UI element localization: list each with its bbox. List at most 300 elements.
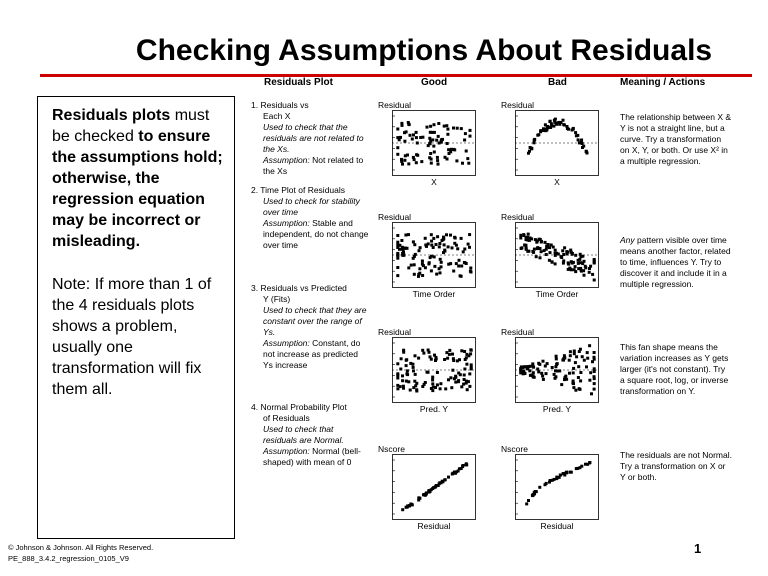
plot-point [443,250,446,253]
plot-point [525,502,528,505]
plot-point [533,138,536,141]
plot-point [578,141,581,144]
plot-point [575,467,578,470]
plot-point [525,238,528,241]
plot-point [569,249,572,252]
plot-point [579,379,582,382]
plot-point [432,237,435,240]
item-2-use: Used to check for stability over time [263,196,360,217]
plot-point [555,252,558,255]
plot-point [396,362,399,365]
plot-point [404,154,407,157]
item-1-head2: Each X [263,111,291,121]
item-3-use: Used to check that they are constant over the range of Ys. [263,305,367,337]
item-2-head: 2. Time Plot of Residuals [251,185,346,195]
plot-point [589,371,592,374]
summary-mid: must be checked [52,107,210,145]
plot-point [574,389,577,392]
plot-point [401,374,404,377]
plot-point [562,253,565,256]
summary-note: Note: If more than 1 of the 4 residuals plots shows a problem, usually one transformation will fix them all. [52,276,212,398]
plot-point [446,128,449,131]
plot-point [396,128,399,131]
plot-point [560,383,563,386]
plot-point [527,499,530,502]
plot-point [538,486,541,489]
plot-point [401,508,404,511]
plot-point [562,259,565,262]
plot-point [432,386,435,389]
plot-point [456,247,459,250]
plot-point [398,244,401,247]
plot-point [548,259,551,262]
plot-point [447,476,450,479]
plot-point [572,367,575,370]
plot-y-label: Nscore [378,444,405,454]
plot-point [396,387,399,390]
plot-point [593,351,596,354]
plot-point [591,273,594,276]
plot-point [443,358,446,361]
plot-point [572,371,575,374]
plot-point [445,124,448,127]
plot-point [436,235,439,238]
plot-point [544,241,547,244]
plot-point [414,253,417,256]
plot-point [414,354,417,357]
plot-point [399,136,402,139]
plot-point [417,357,420,360]
plot-point [539,130,542,133]
plot-point [401,163,404,166]
meaning-1: The relationship between X & Y is not a straight line, but a curve. Try a transformation on X, Y, or both. Or use X² in a multiple regression. [620,112,732,166]
plot-point [534,238,537,241]
plot-point [553,478,556,481]
plot-point [564,375,567,378]
plot-point [443,125,446,128]
plot-point [415,153,418,156]
plot-point [573,352,576,355]
plot-point [449,262,452,265]
plot-point [445,233,448,236]
plot-point [435,484,438,487]
plot-point [458,259,461,262]
plot-point [409,389,412,392]
plot-point [430,358,433,361]
plot-point [552,125,555,128]
plot-point [407,380,410,383]
meaning-2: Any pattern visible over time means another factor, related to time, influences Y. Try to discover it and include it in a multiple regression. [620,235,731,289]
plot-point [419,136,422,139]
plot-point [445,351,448,354]
plot-point [578,350,581,353]
plot-point [555,357,558,360]
plot-point [428,137,431,140]
plot-point [412,386,415,389]
plot-point [451,473,454,476]
plot-point [401,379,404,382]
plot-point [396,257,399,260]
plot-point [451,246,454,249]
plot-point [413,273,416,276]
plot-point [463,248,466,251]
item-4-use: Used to check that residuals are Normal. [263,424,344,445]
plot-point [401,124,404,127]
plot-point [433,151,436,154]
plot-point [396,384,399,387]
plot-point [545,372,548,375]
plot-point [457,379,460,382]
plot-point [413,243,416,246]
plot-point [423,383,426,386]
plot-point [555,355,558,358]
plot-point [403,159,406,162]
plot-point [424,266,427,269]
plot-point [421,349,424,352]
plot-point [396,234,399,237]
plot-point [588,379,591,382]
plot-point [418,272,421,275]
plot-point [570,260,573,263]
plot-point [446,142,449,145]
plot-point [463,368,466,371]
plot-point [466,157,469,160]
plot-point [464,358,467,361]
plot-point [451,353,454,356]
plot-point [468,246,471,249]
residual-plot-3-good [378,327,476,414]
plot-point [556,370,559,373]
plot-point [565,250,568,253]
plot-point [463,378,466,381]
plot-point [446,357,449,360]
item-3-head: 3. Residuals vs Predicted [251,283,347,293]
summary-lead: Residuals plots [52,107,171,124]
plot-point [407,162,410,165]
plot-point [404,234,407,237]
plot-point [433,255,436,258]
plot-point [412,156,415,159]
plot-point [555,476,558,479]
plot-point [571,252,574,255]
plot-point [544,365,547,368]
plot-point [563,246,566,249]
plot-point [396,372,399,375]
plot-point [528,369,531,372]
plot-point [589,265,592,268]
plot-point [460,349,463,352]
plot-point [430,162,433,165]
plot-point [580,139,583,142]
plot-point [464,132,467,135]
plot-point [415,161,418,164]
plot-point [408,504,411,507]
plot-point [448,349,451,352]
plot-point [427,349,430,352]
plot-point [520,247,523,250]
plot-point [577,259,580,262]
plot-point [426,126,429,129]
plot-area [392,222,476,288]
plot-point [460,127,463,130]
plot-point [435,273,438,276]
plot-point [525,248,528,251]
plot-area [392,337,476,403]
plot-point [396,266,399,269]
plot-point [457,265,460,268]
plot-point [453,242,456,245]
plot-point [572,386,575,389]
plot-point [553,373,556,376]
plot-point [567,128,570,131]
plot-point [401,254,404,257]
plot-point [412,133,415,136]
plot-point [577,138,580,141]
plot-point [528,239,531,242]
plot-point [449,234,452,237]
plot-point [421,274,424,277]
plot-x-label: X [431,177,437,187]
plot-point [433,354,436,357]
plot-point [540,241,543,244]
plot-point [522,371,525,374]
plot-point [415,382,418,385]
plot-point [565,471,568,474]
plot-point [593,388,596,391]
plot-point [412,366,415,369]
header-bad: Bad [548,77,567,88]
plot-point [400,158,403,161]
plot-point [467,162,470,165]
plot-point [465,463,468,466]
plot-point [542,360,545,363]
plot-point [561,249,564,252]
plot-point [470,349,473,352]
plot-point [409,134,412,137]
plot-point [415,131,418,134]
plot-point [560,255,563,258]
item-1-head: 1. Residuals vs [251,100,309,110]
plot-x-label: Time Order [535,289,579,299]
plot-point [400,239,403,242]
plot-point [436,156,439,159]
plot-point [460,467,463,470]
plot-point [578,387,581,390]
plot-point [572,127,575,130]
plot-point [540,372,543,375]
plot-point [535,255,538,258]
plot-point [463,261,466,264]
plot-point [570,268,573,271]
plot-point [536,134,539,137]
item-3-head2: Y (Fits) [263,294,291,304]
item-4 [251,402,369,468]
plot-point [461,464,464,467]
plot-point [545,248,548,251]
plot-point [571,382,574,385]
plot-point [412,257,415,260]
plot-point [554,262,557,265]
plot-point [407,233,410,236]
plot-x-label: Pred. Y [542,404,572,414]
plot-point [577,365,580,368]
plot-area [392,110,476,176]
plot-point [551,366,554,369]
plot-point [519,371,522,374]
plot-point [583,359,586,362]
plot-x-label: Pred. Y [419,404,449,414]
summary-tail: to ensure the assumptions hold; otherwise, the regression equation may be incorrect or misleading. [52,128,223,250]
plot-point [584,463,587,466]
plot-point [533,141,536,144]
plot-point [546,245,549,248]
plot-point [431,382,434,385]
plot-point [409,362,412,365]
plot-point [431,138,434,141]
plot-point [465,150,468,153]
plot-point [574,265,577,268]
plot-point [574,270,577,273]
plot-point [432,486,435,489]
plot-point [593,382,596,385]
plot-point [430,233,433,236]
plot-point [576,134,579,137]
plot-point [440,141,443,144]
plot-point [407,121,410,124]
plot-point [440,261,443,264]
plot-point [469,267,472,270]
plot-point [585,365,588,368]
plot-area [515,454,599,520]
item-4-assumption-label: Assumption: [263,446,310,456]
plot-point [565,378,568,381]
plot-x-label: Residual [417,521,451,531]
plot-point [583,274,586,277]
plot-y-label: Residual [378,212,412,222]
item-2-assumption-label: Assumption: [263,218,310,228]
plot-point [573,350,576,353]
plot-point [539,256,542,259]
header-good: Good [421,77,448,88]
plot-point [591,360,594,363]
plot-point [433,265,436,268]
plot-point [417,275,420,278]
plot-point [438,245,441,248]
plot-point [455,159,458,162]
plot-point [431,131,434,134]
plot-point [433,123,436,126]
plot-point [463,350,466,353]
plot-point [593,262,596,265]
plot-point [403,140,406,143]
header-meaning: Meaning / Actions [620,77,706,88]
plot-point [536,247,539,250]
plot-point [443,243,446,246]
plot-point [439,382,442,385]
plot-point [410,264,413,267]
plot-point [404,247,407,250]
plot-point [421,263,424,266]
plot-point [440,481,443,484]
item-4-assumption: Normal (bell-shaped) with mean of 0 [263,446,361,467]
plot-point [532,376,535,379]
plot-point [429,152,432,155]
plot-point [468,233,471,236]
plot-point [451,369,454,372]
plot-point [437,122,440,125]
plot-point [593,356,596,359]
plot-point [467,243,470,246]
plot-point [585,150,588,153]
plot-point [470,367,473,370]
plot-point [432,145,435,148]
plot-point [542,378,545,381]
plot-point [468,385,471,388]
plot-point [465,363,468,366]
meaning-3: This fan shape means the variation increases as Y gets larger (it's not constant). Try a square root, log, or inverse transformation on Y. [620,342,729,396]
plot-point [593,370,596,373]
plot-x-label: Time Order [412,289,456,299]
plot-point [593,367,596,370]
plot-point [552,246,555,249]
plot-point [588,344,591,347]
plot-point [436,159,439,162]
plot-point [405,358,408,361]
plot-point [454,381,457,384]
plot-point [452,357,455,360]
plot-point [434,359,437,362]
plot-point [430,269,433,272]
item-1 [251,100,369,177]
plot-x-label: Residual [540,521,574,531]
plot-point [412,240,415,243]
plot-point [544,483,547,486]
residual-plot-4-bad [501,444,599,531]
plot-area [515,222,599,288]
plot-point [568,359,571,362]
plot-point [431,379,434,382]
plot-point [405,364,408,367]
summary-box [37,96,235,539]
plot-point [535,241,538,244]
plot-point [469,135,472,138]
item-1-use: Used to check that the residuals are not related to the Xs. [263,122,364,154]
plot-point [461,162,464,165]
plot-point [462,383,465,386]
meaning-4: The residuals are not Normal. Try a transformation on X or Y or both. [620,450,732,482]
plot-point [447,378,450,381]
plot-point [519,237,522,240]
plot-point [446,133,449,136]
plot-point [460,237,463,240]
plot-point [466,388,469,391]
plot-point [406,369,409,372]
plot-point [575,355,578,358]
plot-point [452,127,455,130]
plot-point [463,374,466,377]
plot-point [413,263,416,266]
plot-y-label: Residual [378,327,412,337]
plot-point [399,368,402,371]
item-2 [251,185,369,251]
document-code: PE_888_3.4.2_regression_0105_V9 [8,554,129,563]
plot-point [549,251,552,254]
plot-point [581,262,584,265]
plot-point [460,265,463,268]
plot-point [456,359,459,362]
plot-point [536,368,539,371]
plot-point [577,262,580,265]
